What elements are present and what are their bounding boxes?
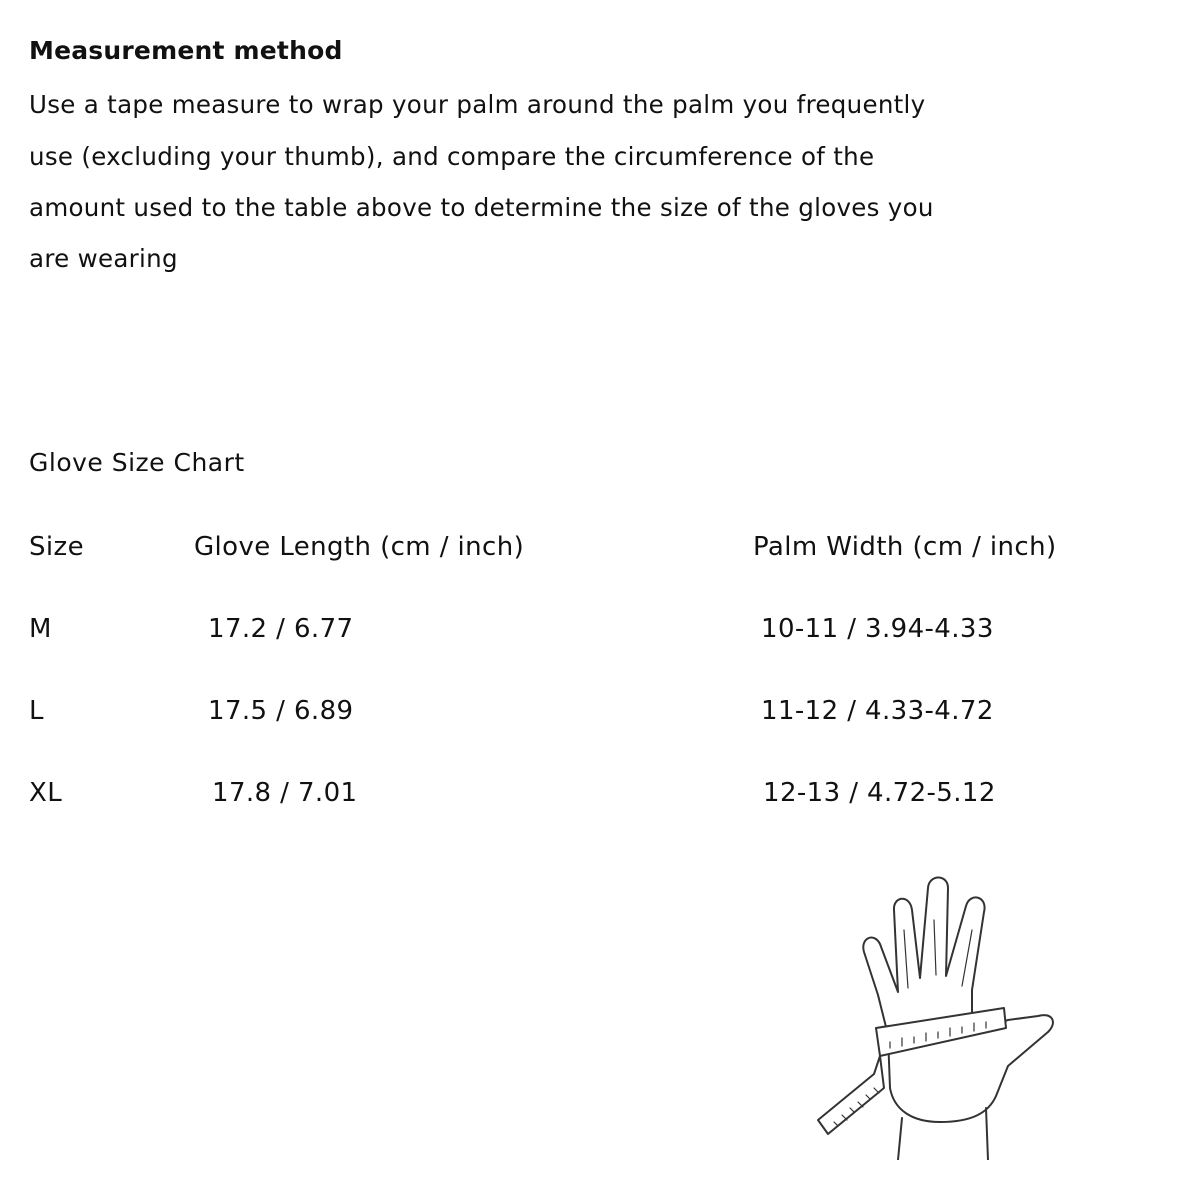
glove-length-cell: 17.8 / 7.01 [212,778,358,808]
size-chart-title: Glove Size Chart [29,448,245,477]
palm-width-cell: 10-11 / 3.94-4.33 [761,614,994,644]
instruction-line: Use a tape measure to wrap your palm around the palm you frequently [29,90,926,119]
glove-length-cell: 17.2 / 6.77 [208,614,354,644]
size-cell: M [29,614,52,644]
instruction-line: are wearing [29,244,178,273]
size-cell: L [29,696,44,726]
header-glove-length: Glove Length (cm / inch) [194,532,525,562]
header-size: Size [29,532,84,562]
instruction-line: amount used to the table above to determine the size of the gloves you [29,193,934,222]
hand-with-measuring-tape-icon [790,860,1090,1160]
measurement-method-title: Measurement method [29,36,343,65]
measuring-tape-tail [818,1056,884,1134]
palm-width-cell: 11-12 / 4.33-4.72 [761,696,994,726]
hand-outline [863,878,1053,1123]
instruction-line: use (excluding your thumb), and compare the circumference of the [29,142,875,171]
glove-length-cell: 17.5 / 6.89 [208,696,354,726]
measuring-tape-band [876,1008,1006,1056]
size-cell: XL [29,778,63,808]
palm-width-cell: 12-13 / 4.72-5.12 [763,778,996,808]
header-palm-width: Palm Width (cm / inch) [753,532,1057,562]
